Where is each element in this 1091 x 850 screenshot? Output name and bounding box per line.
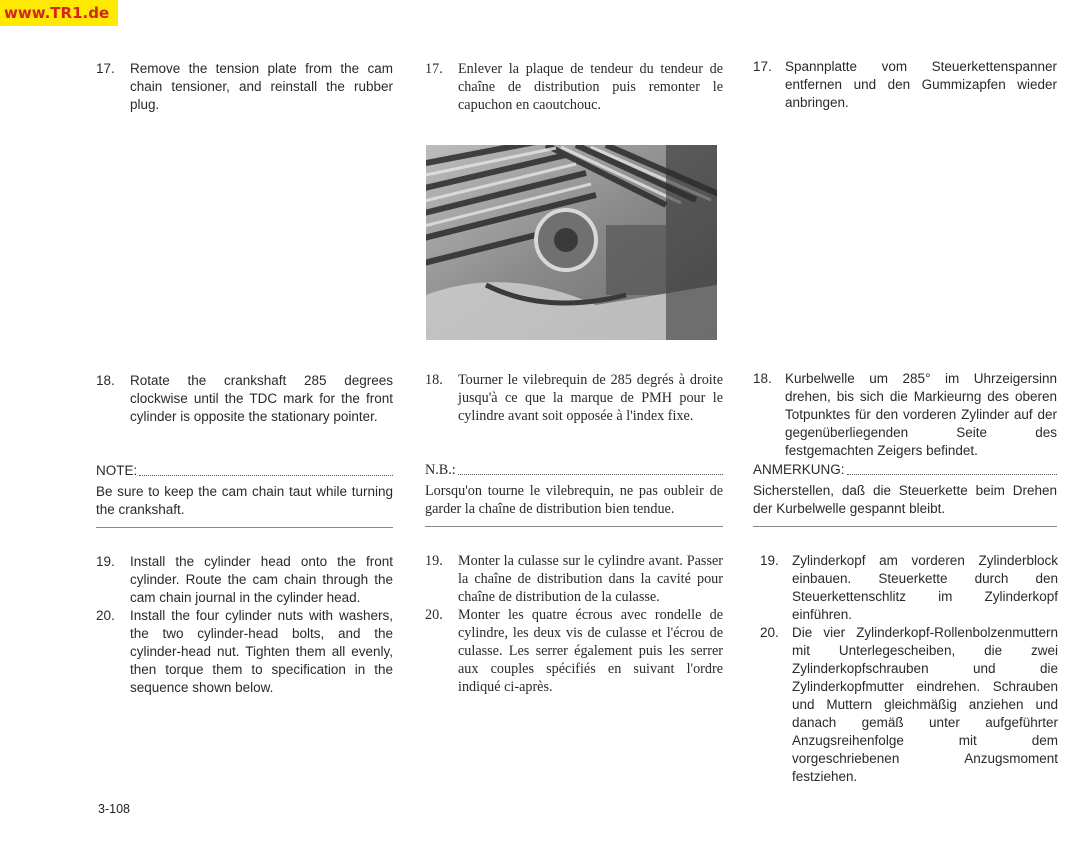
step-number: 17. xyxy=(96,61,115,76)
engine-cylinder-photo xyxy=(426,145,717,340)
english-step-17 xyxy=(96,60,393,114)
french-note xyxy=(425,461,723,527)
step-number: 20. xyxy=(760,625,779,640)
step-text: Install the four cylinder nuts with washers, the two cylinder-head bolts, and the cylinder-head nut. Tighten them all evenly, then torque them to specification in the sequence shown below. xyxy=(130,608,393,695)
step-number: 20. xyxy=(96,608,115,623)
step-number: 19. xyxy=(425,553,443,569)
step-text: Spannplatte vom Steuerkettenspanner entfernen und den Gummizapfen wieder anbringen. xyxy=(785,59,1057,110)
page-number: 3-108 xyxy=(98,802,130,816)
note-end-rule xyxy=(96,527,393,528)
note-end-rule xyxy=(753,526,1057,527)
step-text: Die vier Zylinderkopf-Rollenbolzenmuttern mit Unterlegescheiben, die zwei Zylinderkopfschrauben und die Zylinderkopfmutter eindrehen. Schrauben und Muttern gleichmäßig anziehen und danach gemäß unter aufgeführter Anzugsreihenfolge mit dem vorgeschriebenen Anzugsmoment festziehen. xyxy=(792,625,1058,784)
step-number: 20. xyxy=(425,607,443,623)
step-text: Zylinderkopf am vorderen Zylinderblock einbauen. Steuerkette durch den Steuerkettenschlitz im Zylinderkopf einführen. xyxy=(792,553,1058,622)
step-text: Rotate the crankshaft 285 degrees clockwise until the TDC mark for the front cylinder is opposite the stationary pointer. xyxy=(130,373,393,424)
german-step-17 xyxy=(753,58,1057,112)
german-step-18 xyxy=(753,370,1057,460)
step-text: Monter les quatre écrous avec rondelle de cylindre, les deux vis de culasse et l'écrou de culasse. Les serrer également puis les serrer aux couples spécifiés en suivant l'ordre indiqué ci-après. xyxy=(458,607,723,695)
step-number: 19. xyxy=(96,554,115,569)
step-text: Install the cylinder head onto the front cylinder. Route the cam chain through the cam chain journal in the cylinder head. xyxy=(130,554,393,605)
step-text: Tourner le vilebrequin de 285 degrés à droite jusqu'à ce que la marque de PMH pour le cylindre avant soit opposée à l'index fixe. xyxy=(458,372,723,424)
step-text: Monter la culasse sur le cylindre avant. Passer la chaîne de distribution dans la cavité pour chaîne de distribution de la culasse. xyxy=(458,553,723,605)
step-text: Remove the tension plate from the cam chain tensioner, and reinstall the rubber plug. xyxy=(130,61,393,112)
step-number: 18. xyxy=(753,371,772,386)
watermark-label: www.TR1.de xyxy=(0,0,118,26)
note-end-rule xyxy=(425,526,723,527)
step-number: 18. xyxy=(96,373,115,388)
note-label: NOTE: xyxy=(96,463,138,478)
note-text: Lorsqu'on tourne le vilebrequin, ne pas oubleir de garder la chaîne de distribution bien tendue. xyxy=(425,483,723,517)
french-step-18 xyxy=(425,371,723,425)
english-step-19 xyxy=(96,553,393,697)
note-rule xyxy=(847,474,1057,475)
note-label: N.B.: xyxy=(425,462,456,478)
step-text: Enlever la plaque de tendeur du tendeur de chaîne de distribution puis remonter le capuchon en caoutchouc. xyxy=(458,61,723,113)
german-step-19 xyxy=(760,552,1058,786)
step-number: 18. xyxy=(425,372,443,388)
step-number: 19. xyxy=(760,553,779,568)
engine-photo-graphic xyxy=(426,145,717,340)
step-number: 17. xyxy=(753,59,772,74)
note-rule xyxy=(458,474,723,475)
english-note xyxy=(96,462,393,528)
english-step-18 xyxy=(96,372,393,426)
note-text: Be sure to keep the cam chain taut while turning the crankshaft. xyxy=(96,484,393,517)
note-text: Sicherstellen, daß die Steuerkette beim Drehen der Kurbelwelle gespannt bleibt. xyxy=(753,483,1057,516)
french-step-19 xyxy=(425,552,723,696)
note-label: ANMERKUNG: xyxy=(753,462,845,477)
note-rule xyxy=(139,475,393,476)
french-step-17 xyxy=(425,60,723,114)
german-note xyxy=(753,461,1057,527)
step-text: Kurbelwelle um 285° im Uhrzeigersinn drehen, bis sich die Markieurng des oberen Totpunktes für den vorderen Zylinder auf der gegenüberliegenden Seite des festgemachten Zeigers befindet. xyxy=(785,371,1057,458)
step-number: 17. xyxy=(425,61,443,77)
